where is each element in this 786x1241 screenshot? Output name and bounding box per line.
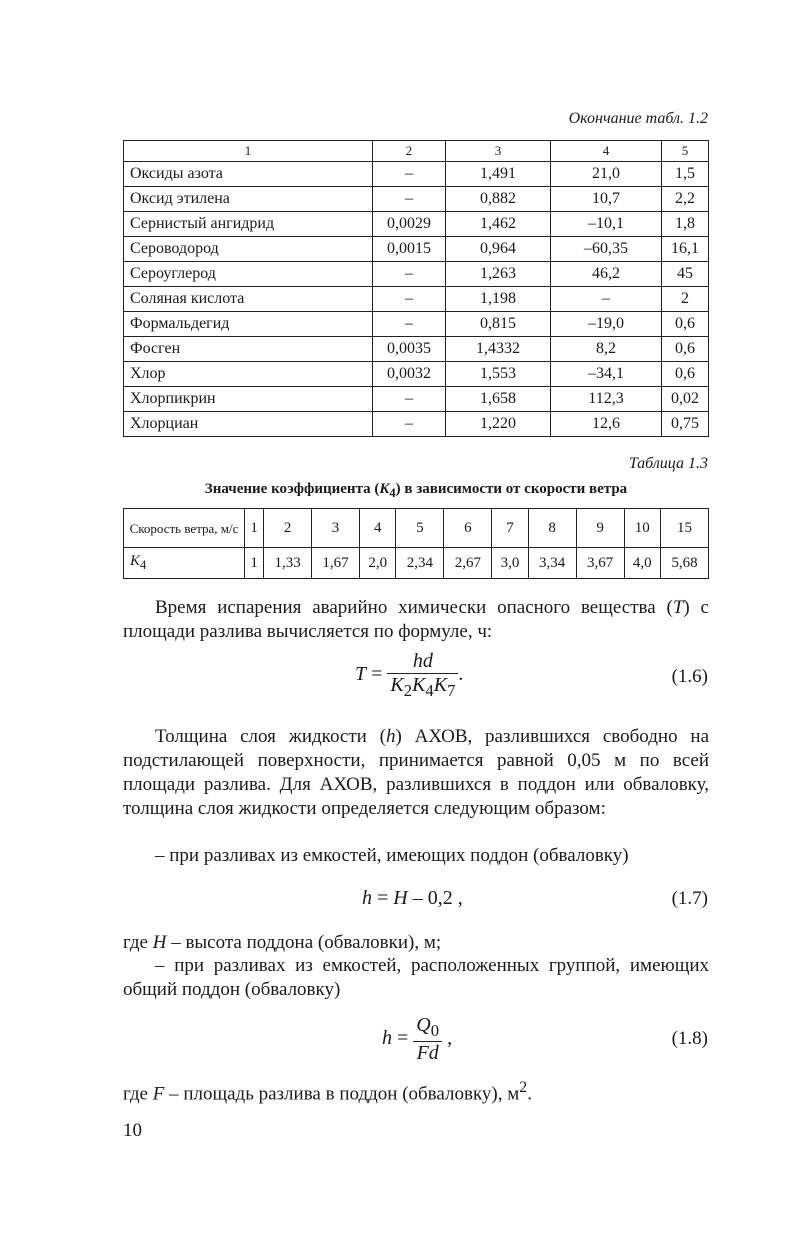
table-cell: – [373,187,446,212]
k4-value: 4,0 [624,548,660,579]
k4-value: 3,34 [528,548,576,579]
table-cell: 1,491 [446,162,551,187]
table-cell: 1,5 [662,162,709,187]
table-cell: 46,2 [551,262,662,287]
table-cell: 12,6 [551,412,662,437]
wind-speed-value: 7 [492,509,528,548]
substance-name: Оксиды азота [124,162,373,187]
table-1-3-caption: Таблица 1.3 [628,455,708,472]
table-row [124,237,709,262]
table-cell: – [373,262,446,287]
equation-1-6-number: (1.6) [671,666,708,687]
table-row [124,187,709,212]
table-cell: 0,02 [662,387,709,412]
table-cell: 16,1 [662,237,709,262]
paragraph-case-1: – при разливах из емкостей, имеющих поддон (обваловку) [155,845,629,866]
k4-value: 5,68 [660,548,708,579]
table-row [124,287,709,312]
equation-1-7-number: (1.7) [671,888,708,909]
table-cell: – [551,287,662,312]
wind-speed-value: 15 [660,509,708,548]
table-cell: 1,263 [446,262,551,287]
table-cell: – [373,312,446,337]
equation-1-8-number: (1.8) [671,1028,708,1049]
substance-name: Сероуглерод [124,262,373,287]
column-header: 2 [373,141,446,162]
paragraph-evaporation: Время испарения аварийно химически опасного вещества (T) с площади разлива вычисляется по формуле, ч: [123,597,709,642]
table-cell: 0,0035 [373,337,446,362]
table-row [124,362,709,387]
table-continuation-caption: Окончание табл. 1.2 [568,110,708,127]
table-cell: –10,1 [551,212,662,237]
table-cell: 0,6 [662,312,709,337]
k4-value: 1 [245,548,264,579]
wind-speed-value: 10 [624,509,660,548]
table-cell: – [373,162,446,187]
substance-name: Формальдегид [124,312,373,337]
wind-speed-value: 5 [396,509,444,548]
table-row [124,412,709,437]
wind-speed-value: 6 [444,509,492,548]
table-row [124,262,709,287]
wind-speed-value: 2 [264,509,312,548]
table-cell: 2,2 [662,187,709,212]
wind-speed-value: 9 [576,509,624,548]
substance-name: Хлорпикрин [124,387,373,412]
wind-speed-value: 1 [245,509,264,548]
substance-name: Оксид этилена [124,187,373,212]
table-cell: – [373,412,446,437]
table-cell: 10,7 [551,187,662,212]
k4-value: 2,67 [444,548,492,579]
substance-name: Хлор [124,362,373,387]
table-cell: 0,815 [446,312,551,337]
table-cell: 2 [662,287,709,312]
k4-value: 2,0 [360,548,396,579]
table-row [124,212,709,237]
table-cell: 1,4332 [446,337,551,362]
k4-label: $K_4$ [124,548,245,579]
table-cell: 1,658 [446,387,551,412]
table-cell: 112,3 [551,387,662,412]
table-cell: 0,0032 [373,362,446,387]
k4-value: 1,67 [312,548,360,579]
table-cell: 45 [662,262,709,287]
table-1-2 [123,140,709,437]
k4-value: 1,33 [264,548,312,579]
wind-speed-value: 8 [528,509,576,548]
paragraph-H-definition: где H – высота поддона (обваловки), м; [123,932,442,953]
table-1-3 [123,508,709,579]
table-row [124,162,709,187]
table-cell: –19,0 [551,312,662,337]
table-row [124,312,709,337]
substance-name: Сернистый ангидрид [124,212,373,237]
table-cell: 0,0029 [373,212,446,237]
table-cell: 1,462 [446,212,551,237]
table-cell: –60,35 [551,237,662,262]
page-number: 10 [123,1120,142,1141]
table-cell: 0,75 [662,412,709,437]
paragraph-layer-thickness: Толщина слоя жидкости (h) АХОВ, разлившихся свободно на подстилающей поверхности, принимается равной 0,05 м по всей площади разлива. Для АХОВ, разлившихся в поддон или обваловку, толщина слоя жидкости определяется следующим образом: [123,726,709,819]
substance-name: Сероводород [124,237,373,262]
table-cell: 1,8 [662,212,709,237]
column-header: 5 [662,141,709,162]
equation-1-8: h = $\frac{Q_0}{Fd}$ , [382,1014,453,1064]
table-cell: 0,0015 [373,237,446,262]
table-cell: 1,198 [446,287,551,312]
wind-speed-label: Скорость ветра, м/с [124,509,245,548]
table-cell: 8,2 [551,337,662,362]
substance-name: Соляная кислота [124,287,373,312]
column-header: 4 [551,141,662,162]
table-cell: 0,6 [662,362,709,387]
table-cell: – [373,287,446,312]
k4-value: 3,0 [492,548,528,579]
table-cell: 0,6 [662,337,709,362]
table-row [124,337,709,362]
table-cell: 0,882 [446,187,551,212]
wind-speed-value: 4 [360,509,396,548]
k4-value: 3,67 [576,548,624,579]
table-cell: – [373,387,446,412]
paragraph-F-definition: где F – площадь разлива в поддон (обваловку), $м^2$. [123,1079,532,1105]
table-header-row [124,141,709,162]
table-cell: 1,553 [446,362,551,387]
table-cell: 0,964 [446,237,551,262]
wind-speed-value: 3 [312,509,360,548]
k4-value: 2,34 [396,548,444,579]
substance-name: Фосген [124,337,373,362]
substance-name: Хлорциан [124,412,373,437]
table-row [124,387,709,412]
table-1-3-title: Значение коэффициента $(K_4)$ в зависимости от скорости ветра [204,481,628,500]
paragraph-case-2: – при разливах из емкостей, расположенных группой, имеющих общий поддон (обваловку) [123,955,709,1000]
table-cell: 1,220 [446,412,551,437]
column-header: 3 [446,141,551,162]
column-header: 1 [124,141,373,162]
table-cell: 21,0 [551,162,662,187]
equation-1-6: T = $\frac{hd}{K_2K_4K_7}$ . [355,650,464,700]
equation-1-7: h = H – 0,2 , [362,887,463,909]
table-cell: –34,1 [551,362,662,387]
